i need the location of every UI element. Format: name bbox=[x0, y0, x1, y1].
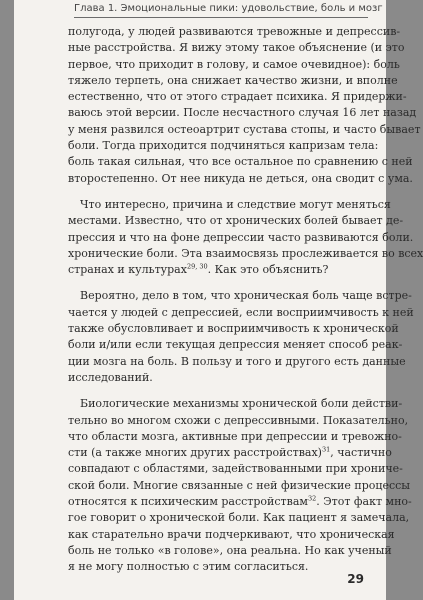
text-line: ции мозга на боль. В пользу и того и другого есть данные bbox=[68, 354, 406, 368]
running-header: Глава 1. Эмоциональные пики: удовольствие, боль и мозг bbox=[74, 3, 383, 14]
text-line: боли и/или если текущая депрессия меняет способ реак- bbox=[68, 338, 403, 352]
page-number: 29 bbox=[347, 572, 364, 586]
text-fragment: , частично bbox=[330, 446, 392, 460]
body-text bbox=[68, 24, 423, 576]
text-line: боль не только «в голове», она реальна. Но как ученый bbox=[68, 543, 392, 557]
text-fragment: Как это объяснить? bbox=[214, 263, 329, 277]
text-line: также обусловливает и восприимчивость к хронической bbox=[68, 322, 399, 336]
header-rule bbox=[74, 17, 368, 18]
text-line: боли. Тогда приходится подчиняться капризам тела: bbox=[68, 139, 379, 153]
text-line: чается у людей с депрессией, если восприимчивость к ней bbox=[68, 305, 414, 319]
text-line: ской боли. Многие связанные с ней физические процессы bbox=[68, 478, 411, 492]
text-line: боль такая сильная, что все остальное по сравнению с ней bbox=[68, 155, 413, 169]
text-line: тяжело терпеть, она снижает качество жизни, и вполне bbox=[68, 73, 398, 87]
footnote-ref: 31 bbox=[321, 445, 331, 454]
text-line: я не могу полностью с этим согласиться. bbox=[68, 560, 309, 574]
text-line: Биологические механизмы хронической боли действи- bbox=[80, 397, 403, 411]
text-line: местами. Известно, что от хронических болей бывает де- bbox=[68, 214, 404, 228]
text-line: хронические боли. Эта взаимосвязь прослеживается во всех bbox=[68, 246, 423, 260]
text-fragment: странах и культурах bbox=[68, 263, 187, 277]
text-line bbox=[68, 494, 412, 510]
text-line: исследований. bbox=[68, 370, 153, 384]
footnote-ref: 32 bbox=[307, 494, 317, 503]
text-line: совпадают с областями, задействованными при хрониче- bbox=[68, 462, 403, 476]
text-line: Вероятно, дело в том, что хроническая боль чаще встре- bbox=[80, 289, 412, 303]
text-line: естественно, что от этого страдает психика. Я придержи- bbox=[68, 90, 407, 104]
text-line: ные расстройства. Я вижу этому такое объяснение (и это bbox=[68, 41, 405, 55]
footnote-ref: 30 bbox=[199, 262, 208, 271]
text-line: у меня развился остеоартрит сустава стопы, и часто бывает bbox=[68, 122, 421, 136]
book-page bbox=[14, 0, 423, 600]
text-line: полугода, у людей развиваются тревожные и депрессив- bbox=[68, 25, 401, 38]
text-fragment: относятся к психическим расстройствам bbox=[68, 495, 308, 509]
text-fragment: . Этот факт мно- bbox=[316, 495, 412, 509]
text-line: второстепенно. От нее никуда не деться, она сводит с ума. bbox=[68, 171, 413, 185]
text-line: ваюсь этой версии. После несчастного случая 16 лет назад bbox=[68, 106, 417, 120]
text-line: тельно во многом схожи с депрессивными. Показательно, bbox=[68, 413, 409, 427]
text-line: странах и культурах$^{29,}$ $^{30}$. Как это объяснить? bbox=[68, 262, 329, 277]
text-line bbox=[68, 445, 392, 461]
text-line: Что интересно, причина и следствие могут меняться bbox=[80, 197, 391, 211]
footnote-ref-separator: , bbox=[195, 262, 200, 271]
text-line: что области мозга, активные при депрессии и тревожно- bbox=[68, 429, 402, 443]
text-fragment: сти (а также многих других расстройствах) bbox=[68, 446, 322, 460]
text-line: гое говорит о хронической боли. Как пациент я замечала, bbox=[68, 511, 410, 525]
text-line: первое, что приходит в голову, и самое очевидное): боль bbox=[68, 57, 400, 71]
footnote-ref: 29 bbox=[186, 262, 196, 271]
text-line: прессия и что на фоне депрессии часто развиваются боли. bbox=[68, 230, 414, 244]
text-line: как старательно врачи подчеркивают, что хроническая bbox=[68, 527, 395, 541]
